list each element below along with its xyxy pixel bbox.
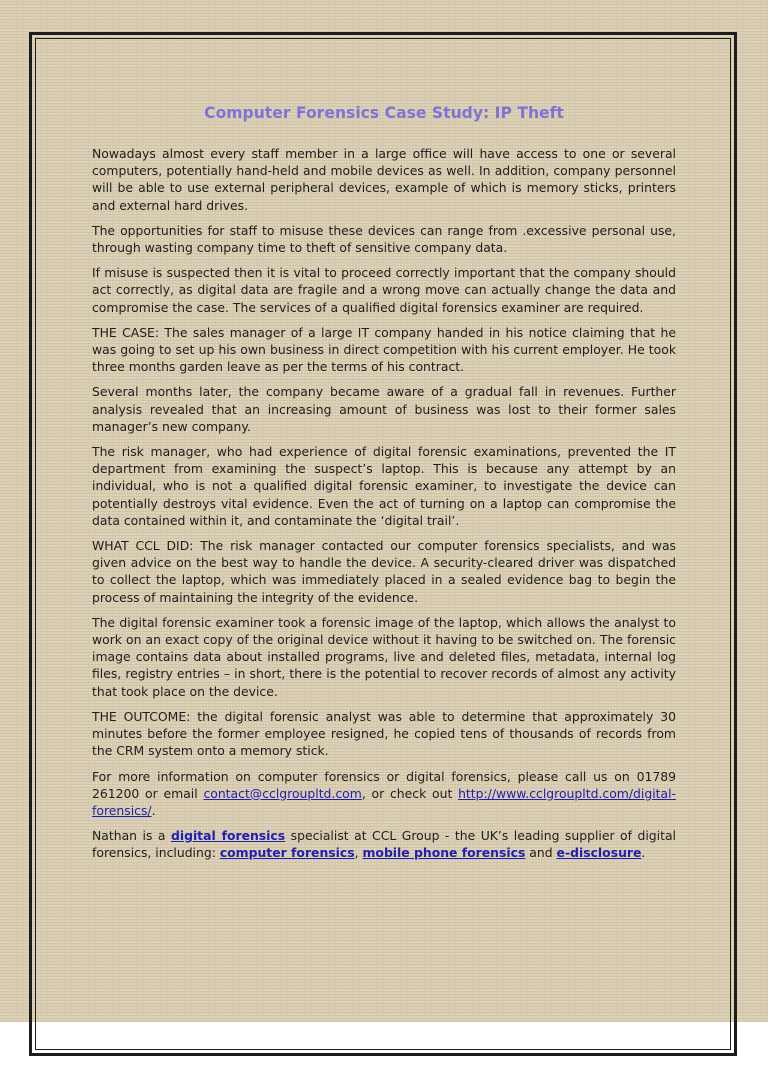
bio-text-1: Nathan is a — [92, 828, 171, 844]
document-body — [92, 103, 676, 870]
computer-forensics-link[interactable]: computer forensics — [219, 845, 355, 861]
bio-text-5: . — [641, 845, 646, 861]
website-link[interactable]: http://www.cclgroupltd.com/digital-forensics/ — [92, 785, 676, 818]
mobile-phone-forensics-link[interactable]: mobile phone forensics — [362, 845, 526, 861]
bio-text-3: , — [354, 845, 363, 861]
email-link[interactable]: contact@cclgroupltd.com — [203, 785, 362, 801]
contact-end-text: . — [151, 802, 156, 818]
digital-forensics-link[interactable]: digital forensics — [170, 828, 286, 844]
paragraph-what-ccl-did: WHAT CCL DID: The risk manager contacted our computer forensics specialists, and was given advice on the best way to handle the device. A security-cleared driver was dispatched to collect the laptop, which was immediately placed in a sealed evidence bag to begin the process of maintaining the integrity of the evidence. — [92, 538, 676, 605]
bio-text-4: and — [525, 845, 557, 861]
paragraph-revenue-fall: Several months later, the company became aware of a gradual fall in revenues. Further analysis revealed that an increasing amount of business was lost to their former sales manager’s new company. — [92, 384, 676, 434]
bio-text-2: specialist at CCL Group - the UK’s leading supplier of digital forensics, including: — [92, 828, 676, 861]
paragraph-intro: Nowadays almost every staff member in a large office will have access to one or several computers, potentially hand-held and mobile devices as well. In addition, company personnel will be able to use external peripheral devices, example of which is memory sticks, printers and external hard drives. — [92, 146, 676, 213]
e-disclosure-link[interactable]: e-disclosure — [556, 845, 642, 861]
contact-intro-text: For more information on computer forensics or digital forensics, please call us on 01789 261200 or email — [92, 768, 676, 801]
paragraph-the-case: THE CASE: The sales manager of a large IT company handed in his notice claiming that he was going to set up his own business in direct competition with his current employer. He took three months garden leave as per the terms of his contract. — [92, 324, 676, 375]
paragraph-forensic-image: The digital forensic examiner took a forensic image of the laptop, which allows the analyst to work on an exact copy of the original device without it having to be switched on. The forensic image contains data about installed programs, live and deleted files, metadata, internal log files, registry entries – in short, there is the potential to recover records of almost any activity that took place on the device. — [92, 614, 676, 699]
paragraph-outcome: THE OUTCOME: the digital forensic analyst was able to determine that approximately 30 minutes before the former employee resigned, he copied tens of thousands of records from the CRM system onto a memory stick. — [92, 708, 676, 759]
paragraph-opportunities: The opportunities for staff to misuse these devices can range from .excessive personal use, through wasting company time to theft of sensitive company data. — [92, 222, 676, 256]
paragraph-contact — [92, 768, 676, 820]
paragraph-misuse: If misuse is suspected then it is vital to proceed correctly important that the company should act correctly, as digital data are fragile and a wrong move can actually change the data and compromise the case. The services of a qualified digital forensics examiner are required. — [92, 265, 676, 315]
paragraph-author-bio — [92, 827, 676, 861]
page-title: Computer Forensics Case Study: IP Theft — [204, 104, 564, 122]
paragraph-risk-manager: The risk manager, who had experience of digital forensic examinations, prevented the IT department from examining the suspect’s laptop. This is because any attempt by an individual, who is not a qualified digital forensic examiner, to investigate the device can potentially destroys vital evidence. Even the act of turning on a laptop can compromise the data contained within it, and contaminate the ‘digital trail’. — [92, 444, 676, 528]
contact-middle-text: , or check out — [361, 785, 459, 801]
